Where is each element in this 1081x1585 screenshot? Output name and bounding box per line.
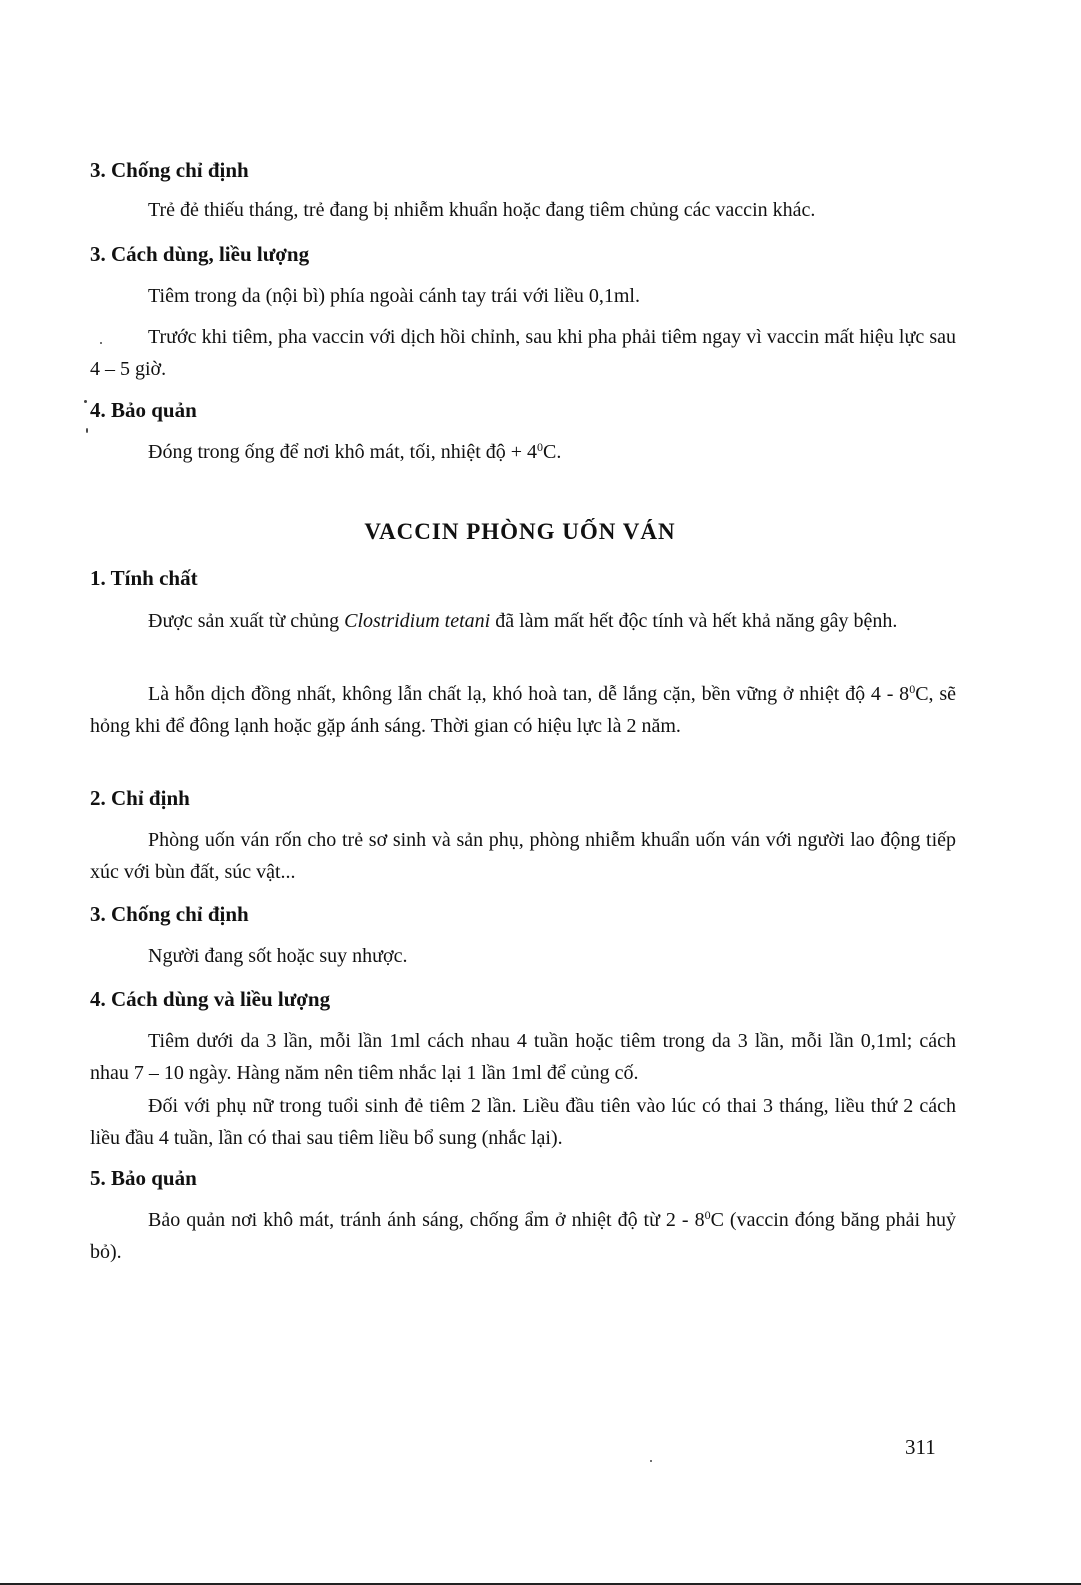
scan-speck — [100, 342, 102, 344]
superscript-degree: 0 — [704, 1208, 711, 1222]
paragraph — [90, 436, 956, 468]
text-run: Bảo quản nơi khô mát, tránh ánh sáng, chống ẩm ở nhiệt độ từ 2 - 8 — [148, 1209, 705, 1231]
scan-speck — [84, 400, 87, 403]
text-run: C, sẽ hỏng khi để đông lạnh hoặc gặp ánh sáng. Thời gian có hiệu lực là 2 năm. — [90, 683, 956, 737]
paragraph — [90, 678, 956, 742]
section-heading-dosage: 4. Cách dùng và liều lượng — [90, 987, 331, 1011]
section-heading-contraindications: 3. Chống chỉ định — [90, 902, 249, 926]
article-title: VACCIN PHÒNG UỐN VÁN — [364, 519, 676, 544]
page-number: 311 — [905, 1435, 936, 1459]
superscript-degree: 0 — [909, 682, 916, 696]
text-run: đã làm mất hết độc tính và hết khả năng gây bệnh. — [490, 610, 898, 632]
text-run: C. — [543, 441, 562, 463]
paragraph: Tiêm trong da (nội bì) phía ngoài cánh tay trái với liều 0,1ml. — [148, 285, 640, 307]
scan-speck — [650, 1460, 652, 1462]
section-heading-indications: 2. Chỉ định — [90, 786, 190, 810]
superscript-degree: 0 — [537, 440, 544, 454]
paragraph — [90, 1204, 956, 1268]
section-heading-dosage: 3. Cách dùng, liều lượng — [90, 242, 310, 266]
section-heading-storage: 4. Bảo quản — [90, 398, 197, 422]
paragraph: Trước khi tiêm, pha vaccin với dịch hồi chỉnh, sau khi pha phải tiêm ngay vì vaccin mất hiệu lực sau 4 – 5 giờ. — [90, 326, 956, 380]
paragraph: Tiêm dưới da 3 lần, mỗi lần 1ml cách nhau 4 tuần hoặc tiêm trong da 3 lần, mỗi lần 0,1ml; cách nhau 7 – 10 ngày. Hàng năm nên tiêm nhắc lại 1 lần 1ml để củng cố. — [90, 1030, 956, 1084]
text-run: C (vaccin đóng băng phải huỷ bỏ). — [90, 1209, 957, 1263]
species-name: Clostridium tetani — [344, 610, 491, 632]
paragraph: Trẻ đẻ thiếu tháng, trẻ đang bị nhiễm khuẩn hoặc đang tiêm chủng các vaccin khác. — [148, 199, 816, 221]
paragraph — [90, 605, 956, 637]
text-run: Đóng trong ống để nơi khô mát, tối, nhiệt độ + 4 — [148, 441, 538, 463]
section-heading-storage: 5. Bảo quản — [90, 1166, 197, 1190]
section-heading-properties: 1. Tính chất — [90, 566, 198, 590]
text-run: Là hỗn dịch đồng nhất, không lẫn chất lạ, khó hoà tan, dễ lắng cặn, bền vững ở nhiệt độ 4 - 8 — [148, 683, 910, 705]
text-run: Được sản xuất từ chủng — [148, 610, 345, 632]
section-heading-contraindications: 3. Chống chỉ định — [90, 158, 249, 182]
paragraph: Người đang sốt hoặc suy nhược. — [148, 945, 408, 967]
paragraph: Phòng uốn ván rốn cho trẻ sơ sinh và sản phụ, phòng nhiễm khuẩn uốn ván với người lao động tiếp xúc với bùn đất, súc vật... — [90, 829, 956, 883]
paragraph: Đối với phụ nữ trong tuổi sinh đẻ tiêm 2 lần. Liều đầu tiên vào lúc có thai 3 tháng, liều thứ 2 cách liều đầu 4 tuần, lần có thai sau tiêm liều bổ sung (nhắc lại). — [90, 1095, 956, 1149]
scan-speck — [86, 428, 88, 433]
